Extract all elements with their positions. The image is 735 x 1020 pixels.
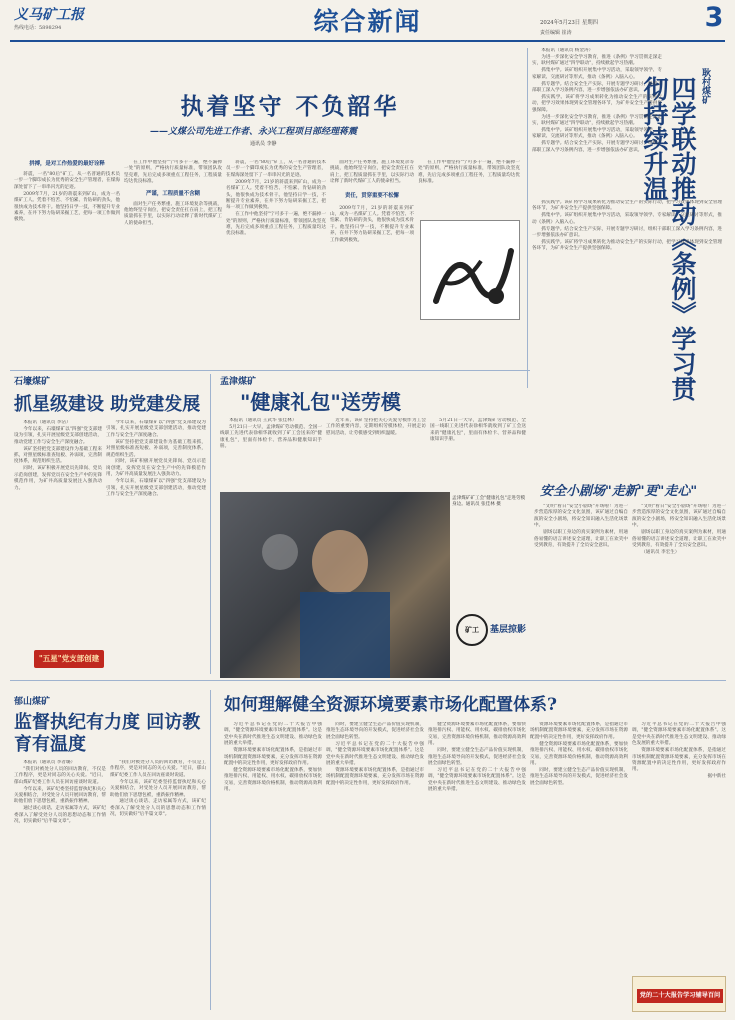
- bottom-para-3c: 健全资源环境要素市场化配置体系，要加快推进排污权、用能权、用水权、碳排放权市场化交易，完善资源环境价格机制，推动资源高效利用。: [530, 741, 628, 766]
- bottom-col-5: [632, 722, 726, 972]
- bottom-para-4c: 同时，要建立健全生态产品价值实现机制，推进生态环境导向的开发模式，促进经济社会发展全面绿色转型。: [530, 767, 628, 786]
- bottom-left-para-2: 今年以来，该矿纪委坚持监督执纪和关心关爱相结合，对受处分人员开展回访教育，帮助他们放下思想包袱，重新振作精神。: [14, 786, 106, 805]
- labor-model-photo: [220, 492, 450, 678]
- five-star-badge: "五星"党支部创建: [34, 650, 104, 668]
- safety-para-2: 剧场以职工身边的真实案例为素材，用通俗易懂的语言讲述安全道理，让职工在欢笑中受到教育，有效提升了全员安全意识。: [534, 530, 628, 548]
- right-para-2b: 抓集中学。该矿组织开展集中学习活动，采取领导领学、专家解读、交流研讨等形式，推动《条例》入脑入心。: [532, 127, 662, 140]
- center-headline: "健康礼包"送劳模: [240, 390, 401, 414]
- right-byline: 本报讯（通讯员 杨金涛）: [541, 48, 594, 53]
- bottom-para-2c: 资源环境要素市场化配置体系，是指通过市场机制配置资源环境要素，充分发挥市场在资源配置中的决定性作用，更好发挥政府作用。: [530, 722, 628, 740]
- main-subheadline: ——义煤公司先进工作者、永兴工程项目部经理蒋震: [150, 127, 358, 137]
- left-para-1: 今年以来，石壕煤矿以"四强"党支部建设为引领，扎实开展星级党支部创建活动，推动党建工作与安全生产深度融合。: [14, 426, 102, 445]
- main-para-3: 在工作中他坚持"宁可多干一遍，绝不漏掉一处"的原则，严格执行质量标准，带领团队攻坚克难，先后完成多项重点工程任务，工程质量均达优良标准。: [124, 160, 222, 185]
- right-para-4b: 抓实践学。该矿将学习成果转化为推动安全生产的实际行动，把学习效果体现到安全管理各环节，为矿井安全生产提供坚强保障。: [532, 200, 722, 212]
- safety-para-1: "文明"看日"安全小剧场"开场啦！为进一步营造浓厚的安全文化氛围，该矿通过自编自演的安全小剧场，将安全知识融入生活化场景中。: [534, 504, 628, 529]
- photo-caption: 孟津煤矿矿工会"健康礼包"走进劳模身边。通讯员 张佳林 摄: [452, 496, 526, 508]
- center-col-3: [430, 418, 526, 488]
- page-number: 3: [704, 2, 724, 33]
- main-col-3: [226, 160, 326, 370]
- main-sub2: 责任，贯穿重要不松懈: [345, 192, 399, 199]
- bottom-left-para-3b: 通过谈心谈话、走访家属等方式，该矿纪委深入了解受处分人员的思想动态和工作情况，切实做好"后半篇文章"。: [110, 799, 206, 818]
- paper-hotline: 热线电话：5898294: [14, 25, 62, 31]
- bottom-left-col-2: [110, 760, 206, 1010]
- safety-byline: （通讯员 李宏生）: [641, 549, 680, 555]
- right-para-3b: 抓专题学。结合安全生产实际，开展专题学习研讨，组织干部职工深入学习条例内容，进一步增强依法办矿意识。: [532, 141, 662, 153]
- brush-logo-icon: [421, 221, 521, 321]
- right-para-3c: 抓专题学。结合安全生产实际，开展专题学习研讨，组织干部职工深入学习条例内容，进一步增强依法办矿意识。: [532, 226, 722, 239]
- bottom-para-3b: 健全资源环境要素市场化配置体系，要加快推进排污权、用能权、用水权、碳排放权市场化交易，完善资源环境价格机制，推动资源高效利用。: [428, 722, 526, 747]
- bottom-para-4: 同时，要建立健全生态产品价值实现机制，推进生态环境导向的开发模式，促进经济社会发展全面绿色转型。: [326, 722, 424, 740]
- bottom-para-3: 健全资源环境要素市场化配置体系，要加快推进排污权、用能权、用水权、碳排放权市场化交易，完善资源环境价格机制，推动资源高效利用。: [224, 767, 322, 793]
- left-para-1b: 今年以来，石壕煤矿以"四强"党支部建设为引领，扎实开展星级党支部创建活动，推动党建工作与安全生产深度融合。: [106, 420, 206, 438]
- left-byline: 本报讯（通讯员 李洁）: [23, 420, 71, 425]
- bottom-left-para-2b: 今年以来，该矿纪委坚持监督执纪和关心关爱相结合，对受处分人员开展回访教育，帮助他们放下思想包袱，重新振作精神。: [110, 779, 206, 798]
- center-tag: 孟津煤矿: [220, 377, 257, 387]
- right-para-1b: 为进一步深化安全学习教育，推进《条例》学习贯彻走深走实，耿村煤矿通过"四学联动"，持续掀起学习热潮。: [532, 114, 662, 126]
- main-para-3b: 在工作中他坚持"宁可多干一遍，绝不漏掉一处"的原则，严格执行质量标准，带领团队攻坚克难，先后完成多项重点工程任务，工程质量均达优良标准。: [226, 212, 326, 237]
- main-para-4: 面对生产任务繁重、施工环境复杂等挑战，他始终坚守岗位，把安全责任扛在肩上，把工程质量抓在手里，以实际行动诠释了新时代煤矿工人的使命担当。: [124, 201, 222, 226]
- right-para-1: 为进一步深化安全学习教育，推进《条例》学习贯彻走深走实，耿村煤矿通过"四学联动"，持续掀起学习热潮。: [532, 54, 662, 67]
- main-para-1b: 蒋震，一名"80后"矿工，从一名普通的技术员一步一个脚印成长为优秀的安全生产管理者，在煤海深处留下了一串串闪光的足迹。: [226, 160, 326, 178]
- right-divider: [527, 48, 528, 388]
- section-title: 综合新闻: [313, 7, 422, 36]
- main-para-2b: 2009年7月，21岁的蒋震来到矿山，成为一名煤矿工人。凭着不怕苦、不怕累、肯钻研的劲头，他很快成为技术骨干。他坚持日学一技，不断提升专业素养，在井下努力钻研采掘工艺，把每一项工作做到极致。: [226, 179, 326, 211]
- bottom-left-para-1b: "我们对被处分人员的回访教育，不仅是工作程序，更是对同志的关心关爱。"近日，郁山煤矿纪委工作人员在回访座谈时说道。: [110, 760, 206, 778]
- main-article-header: [10, 48, 570, 168]
- bottom-col-1: [224, 722, 322, 1010]
- bottom-para-1b: 习近平总书记在党的二十大报告中强调，"健全资源环境要素市场化配置体系"。这是党中央在新时代推进生态文明建设、推动绿色发展的重大举措。: [326, 741, 424, 766]
- bottom-para-2b: 资源环境要素市场化配置体系，是指通过市场机制配置资源环境要素，充分发挥市场在资源配置中的决定性作用，更好发挥政府作用。: [326, 767, 424, 786]
- top-section-divider: [10, 370, 530, 371]
- bottom-col-2: [326, 722, 424, 1010]
- left-para-3: 同时，该矿积极开展党员先锋岗、党员示范岗创建，发挥党员在安全生产中的先锋模范作用，为矿井高质量发展注入强劲动力。: [14, 466, 102, 491]
- left-col-2: [106, 420, 206, 680]
- main-para-1c: 2009年7月，21岁的蒋震来到矿山，成为一名煤矿工人。凭着不怕苦、不怕累、肯钻研的劲头，他很快成为技术骨干。他坚持日学一技，不断提升专业素养，在井下努力钻研采掘工艺，把每一项工作做到极致。: [330, 205, 414, 243]
- photo-label: 基层掠影: [490, 625, 527, 635]
- date-line: 2024年5月23日 星期四: [540, 20, 599, 26]
- right-para-2: 抓集中学。该矿组织开展集中学习活动，采取领导领学、专家解读、交流研讨等形式，推动《条例》入脑入心。: [532, 68, 662, 80]
- bottom-para-1c: 习近平总书记在党的二十大报告中强调，"健全资源环境要素市场化配置体系"。这是党中央在新时代推进生态文明建设、推动绿色发展的重大举措。: [428, 767, 526, 793]
- bottom-left-para-3: 通过谈心谈话、走访家属等方式，该矿纪委深入了解受处分人员的思想动态和工作情况，切实做好"后半篇文章"。: [14, 806, 106, 825]
- editor-line: 责任编辑 崔涛: [540, 30, 572, 36]
- right-para-4: 抓实践学。该矿将学习成果转化为推动安全生产的实际行动，把学习效果体现到安全管理各环节，为矿井安全生产提供坚强保障。: [532, 94, 662, 113]
- left-col-1: [14, 420, 102, 650]
- center-col-2: [326, 418, 426, 488]
- main-col-1: [14, 160, 120, 370]
- bottom-left-col-1: [14, 760, 106, 1010]
- masthead: [0, 0, 735, 44]
- bottom-section-divider: [10, 680, 726, 681]
- bottom-headline: 如何理解健全资源环境要素市场化配置体系?: [224, 695, 557, 715]
- main-para-1: 蒋震，一名"80后"矿工，从一名普通的技术员一步一个脚印成长为优秀的安全生产管理者，在煤海深处留下了一串串闪光的足迹。: [14, 172, 120, 190]
- bottom-left-tag: 郁山煤矿: [14, 697, 51, 707]
- left-tag: 石壕煤矿: [14, 377, 51, 387]
- study-banner-box: [632, 976, 726, 1012]
- safety-col-2: [632, 504, 726, 674]
- right-para-4c: 抓实践学。该矿将学习成果转化为推动安全生产的实际行动，把学习效果体现到安全管理各环节，为矿井安全生产提供坚强保障。: [532, 239, 722, 252]
- bottom-left-para-1: "我们对被处分人员的回访教育，不仅是工作程序，更是对同志的关心关爱。"近日，郁山煤矿纪委工作人员在回访座谈时说道。: [14, 766, 106, 785]
- mine-seal-icon: 矿工: [456, 614, 488, 646]
- center-col-1: [220, 418, 322, 488]
- main-headline: 执着坚守 不负韶华: [180, 93, 400, 120]
- bottom-col-3: [428, 722, 526, 1010]
- right-headline: 四学联动推动《条例》学习贯彻持续升温: [640, 76, 697, 401]
- main-lead: 拼搏，是对工作热爱的最好诠释: [29, 161, 105, 167]
- main-col-2: [124, 160, 222, 370]
- right-tag: 耿村煤矿: [700, 68, 710, 104]
- main-sub1: 严谨，工程质量不含糊: [146, 190, 200, 197]
- middle-divider-left: [210, 374, 211, 674]
- main-para-2c: 在工作中他坚持"宁可多干一遍，绝不漏掉一处"的原则，严格执行质量标准，带领团队攻坚克难，先后完成多项重点工程任务，工程质量均达优良标准。: [418, 160, 520, 185]
- study-banner: 党的二十大报告学习辅导百问: [637, 989, 723, 1003]
- article-decor-logo: [420, 220, 520, 320]
- bottom-para-4b: 同时，要建立健全生态产品价值实现机制，推进生态环境导向的开发模式，促进经济社会发展全面绿色转型。: [428, 748, 526, 766]
- safety-para-2b: 剧场以职工身边的真实案例为素材，用通俗易懂的语言讲述安全道理，让职工在欢笑中受到教育，有效提升了全员安全意识。: [632, 530, 726, 548]
- left-para-1c: 今年以来，石壕煤矿以"四强"党支部建设为引领，扎实开展星级党支部创建活动，推动党建工作与安全生产深度融合。: [106, 479, 206, 497]
- left-para-2b: 该矿坚持把党支部建设作为基础工程来抓，对照星级标准查短板、补弱项，完善制度体系，规范组织生活。: [106, 439, 206, 458]
- masthead-rule: [10, 40, 725, 42]
- left-para-2: 该矿坚持把党支部建设作为基础工程来抓，对照星级标准查短板、补弱项，完善制度体系，规范组织生活。: [14, 446, 102, 465]
- safety-headline: 安全小剧场"走新"更"走心": [540, 484, 698, 499]
- bottom-para-2: 资源环境要素市场化配置体系，是指通过市场机制配置资源环境要素，充分发挥市场在资源配置中的决定性作用，更好发挥政府作用。: [224, 748, 322, 766]
- main-col-4: [330, 160, 414, 370]
- worker-photo-icon: [220, 492, 450, 678]
- bottom-left-byline: 本报讯（通讯员 李者璐）: [23, 760, 76, 765]
- left-headline: 抓星级建设 助党建发展: [14, 394, 201, 415]
- right-col-2: [532, 200, 722, 450]
- center-para-2: 近年来，该矿坚持把关心关爱劳模作为工会工作的重要内容，定期组织劳模体检，开展走访慰问活动，让劳模感受到组织温暖。: [326, 418, 426, 436]
- left-para-3b: 同时，该矿积极开展党员先锋岗、党员示范岗创建，发挥党员在安全生产中的先锋模范作用，为矿井高质量发展注入强劲动力。: [106, 459, 206, 478]
- safety-para-1b: "文明"看日"安全小剧场"开场啦！为进一步营造浓厚的安全文化氛围，该矿通过自编自演的安全小剧场，将安全知识融入生活化场景中。: [632, 504, 726, 529]
- bottom-col-4: [530, 722, 628, 1010]
- center-para-1b: 5月21日一大早，孟津煤矿劳动模范、全国一线职工先进代表徐相华就收到了矿工会送来的"健康礼包"，里面有体检卡、营养品和健康知识手册。: [430, 418, 526, 443]
- bottom-para-1: 习近平总书记在党的二十大报告中强调，"健全资源环境要素市场化配置体系"。这是党中央在新时代推进生态文明建设、推动绿色发展的重大举措。: [224, 722, 322, 747]
- center-byline: 本报讯（通讯员 王武华 张佳林）: [229, 418, 297, 423]
- center-para-1: 5月21日一大早，孟津煤矿劳动模范、全国一线职工先进代表徐相华就收到了矿工会送来的"健康礼包"，里面有体检卡、营养品和健康知识手册。: [220, 424, 322, 450]
- main-para-4b: 面对生产任务繁重、施工环境复杂等挑战，他始终坚守岗位，把安全责任扛在肩上，把工程质量抓在手里，以实际行动诠释了新时代煤矿工人的使命担当。: [330, 160, 414, 185]
- bottom-divider-left: [210, 690, 211, 1010]
- paper-name: 义马矿工报: [14, 7, 84, 23]
- main-para-2: 2009年7月，21岁的蒋震来到矿山，成为一名煤矿工人。凭着不怕苦、不怕累、肯钻研的劲头，他很快成为技术骨干。他坚持日学一技，不断提升专业素养，在井下努力钻研采掘工艺，把每一项工作做到极致。: [14, 191, 120, 223]
- bottom-source: 据中新社: [707, 774, 726, 780]
- bottom-left-headline: 监督执纪有力度 回访教育有温度: [14, 712, 201, 755]
- bottom-para-2d: 资源环境要素市场化配置体系，是指通过市场机制配置资源环境要素，充分发挥市场在资源配置中的决定性作用，更好发挥政府作用。: [632, 748, 726, 773]
- main-col-5: [418, 160, 520, 218]
- bottom-para-1d: 习近平总书记在党的二十大报告中强调，"健全资源环境要素市场化配置体系"。这是党中央在新时代推进生态文明建设、推动绿色发展的重大举措。: [632, 722, 726, 747]
- right-para-2c: 抓集中学。该矿组织开展集中学习活动，采取领导领学、专家解读、交流研讨等形式，推动《条例》入脑入心。: [532, 213, 722, 225]
- main-byline: 通讯员 李静: [250, 141, 277, 147]
- safety-col-1: [534, 504, 628, 674]
- right-para-3: 抓专题学。结合安全生产实际，开展专题学习研讨，组织干部职工深入学习条例内容，进一步增强依法办矿意识。: [532, 81, 662, 93]
